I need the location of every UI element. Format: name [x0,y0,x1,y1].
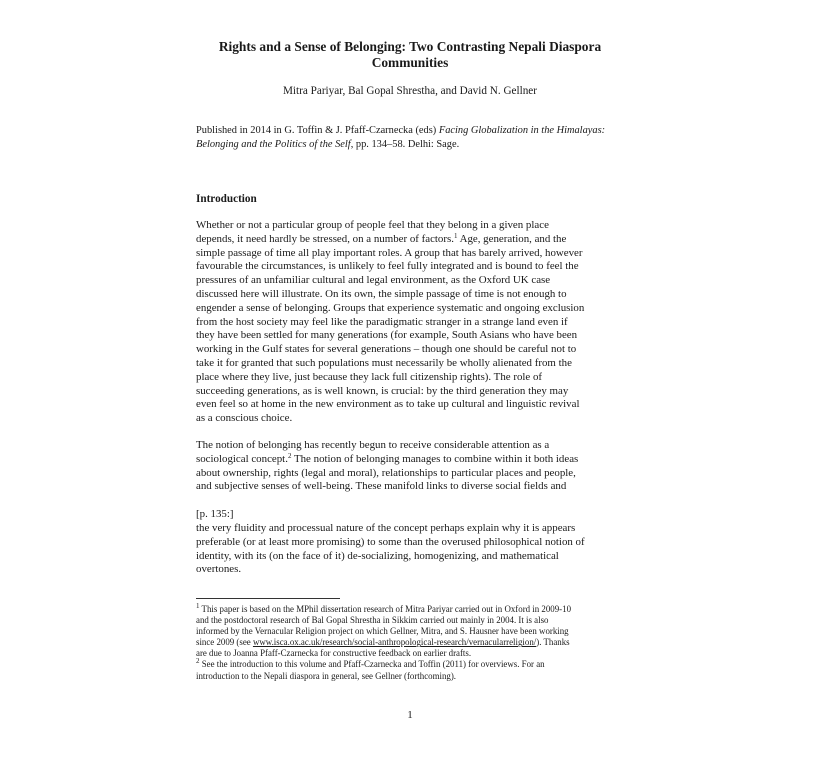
paragraph-line: pressures of an unfamiliar cultural and legal environment, as the Oxford UK case [196,274,551,287]
footnote-marker[interactable]: 2 [287,451,292,460]
paragraph-line: they have been settled for many generations (for example, South Asians who have been [196,329,578,342]
paragraph-line: succeeding generations, as is well known, is crucial: by the third generation they may [196,384,569,397]
footnote-text: This paper is based on the MPhil dissertation research of Mitra Pariyar carried out in Oxford in 2009-10 [199,604,572,614]
paragraph-1 [196,219,636,426]
publication-note [196,124,636,151]
title-line-1: Rights and a Sense of Belonging: Two Contrasting Nepali Diaspora [218,39,602,54]
paragraph-line: The notion of belonging has recently begun to receive considerable attention as a [196,439,550,451]
paragraph-line: identity, with its (on the face of it) de-socializing, homogenizing, and mathematical [196,549,559,562]
paper-title [0,39,820,71]
page-number: 1 [407,709,413,721]
paragraph-text: depends, it need hardly be stressed, on a number of factors. [196,232,454,245]
paragraph-line: place where they live, just because they lack full citizenship rights). The role of [196,370,543,383]
footnote-text: See the introduction to this volume and Pfaff-Czarnecka and Toffin (2011) for overviews. For an [199,659,545,670]
paragraph-text: Age, generation, and the [457,232,567,245]
footnote-1-line: are due to Joanna Pfaff-Czarnecka for constructive feedback on earlier drafts. [196,648,472,659]
footnote-text: ). Thanks [536,637,570,648]
footnote-divider [196,598,340,599]
footnote-marker[interactable]: 1 [453,231,458,240]
paragraph-line: the very fluidity and processual nature of the concept perhaps explain why it is appears [196,522,576,534]
book-title-part-1: Facing Globalization in the Himalayas: [438,125,606,136]
paragraph-2 [196,439,636,494]
publication-line-1 [196,124,636,138]
paragraph-line: discussed here will illustrate. On its own, the simple passage of time is not enough to [196,287,567,300]
footnote-2-line: introduction to the Nepali diaspora in general, see Gellner (forthcoming). [196,670,457,681]
footnote-1-line: informed by the Vernacular Religion project on which Gellner, Mitra, and S. Hausner have been working [196,626,569,637]
paragraph-line [196,233,636,247]
author-list: Mitra Pariyar, Bal Gopal Shrestha, and David N. Gellner [282,85,537,97]
paragraph-line: engender a sense of belonging. Groups that experience systematic and ongoing exclusion [196,301,585,314]
publication-suffix: , pp. 134–58. Delhi: Sage. [350,138,460,150]
paragraph-line: favourable the circumstances, is unlikely to feel fully integrated and is bound to feel the [196,260,579,273]
footnote-1-line [196,637,636,648]
footnote-number: 2 [196,657,200,666]
paragraph-line: working in the Gulf states for several generations – though one should be careful not to [196,343,577,356]
publication-line-2 [196,138,636,152]
paragraph-line [196,453,636,467]
paragraph-line: preferable (or at least more promising) to some than the overused philosophical notion of [196,535,585,548]
footnote-number: 1 [196,602,200,610]
footnote-text: since 2009 (see [196,637,253,648]
footnotes [196,604,636,682]
paragraph-line: take it for granted that such populations must necessarily be wholly alienated from the [196,356,572,369]
paragraph-text: sociological concept. [196,452,288,465]
footnote-1-line: and the postdoctoral research of Bal Gopal Shrestha in Sikkim carried out mainly in 2004. It is also [196,615,549,626]
footnote-1-line [196,604,636,615]
paragraph-line: from the host society may feel like the paradigmatic stranger in a strange land even if [196,315,568,328]
project-url-link[interactable]: www.isca.ox.ac.uk/research/social-anthropological-research/vernacularreligion/ [252,637,537,648]
paragraph-3 [196,522,636,577]
publication-prefix: Published in 2014 in G. Toffin & J. Pfaff-Czarnecka (eds) [196,125,439,136]
paragraph-line: about ownership, rights (legal and moral), relationships to particular places and people, [196,466,576,479]
paragraph-line: even feel so at home in the new environment as to take up cultural and linguistic revival [196,398,580,411]
paragraph-text: The notion of belonging manages to combine within it both ideas [291,452,579,465]
book-title-part-2: Belonging and the Politics of the Self [196,138,351,150]
paragraph-line: Whether or not a particular group of people feel that they belong in a given place [196,219,549,231]
section-heading: Introduction [196,193,257,205]
footnote-2-line [196,659,636,670]
title-line-2: Communities [371,55,449,70]
paragraph-line: simple passage of time all play important roles. A group that has barely arrived, however [196,246,583,259]
page-break-marker: [p. 135:] [196,508,234,520]
paragraph-line: and subjective senses of well-being. These manifold links to diverse social fields and [196,480,567,493]
paragraph-line: overtones. [196,563,242,576]
paragraph-line: as a conscious choice. [196,412,293,425]
